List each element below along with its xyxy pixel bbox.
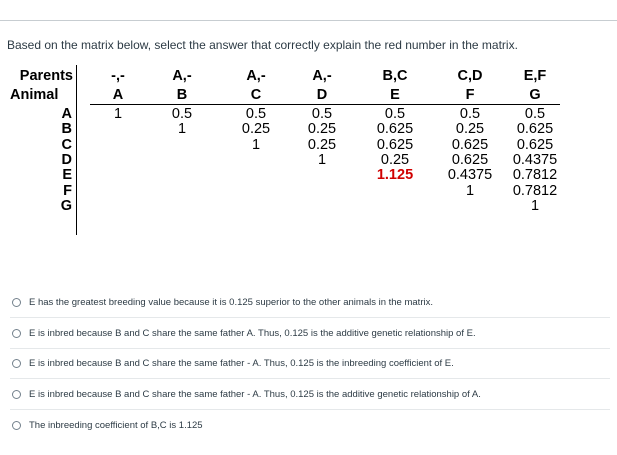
matrix-value: 0.5 <box>384 106 406 122</box>
column-animal-header: F <box>465 87 475 103</box>
matrix-value: 0.625 <box>376 121 414 138</box>
matrix-value: 0.625 <box>451 151 489 168</box>
matrix-row-label: E <box>62 167 72 184</box>
matrix-value: 1 <box>177 121 187 138</box>
column-animal-header: E <box>390 87 400 103</box>
column-parents-header: C,D <box>457 68 483 84</box>
matrix-value: 1 <box>113 106 123 122</box>
matrix-value: 0.5 <box>311 106 333 122</box>
radio-button[interactable] <box>12 298 21 307</box>
top-divider <box>0 20 617 21</box>
matrix-value: 0.625 <box>376 136 414 153</box>
matrix-value: 0.5 <box>524 106 546 122</box>
matrix-value: 0.25 <box>307 121 337 138</box>
radio-button[interactable] <box>12 359 21 368</box>
question-text: Based on the matrix below, select the answer that correctly explain the red number in the matrix. <box>7 38 518 52</box>
column-animal-header: G <box>529 87 541 103</box>
matrix-value: 0.4375 <box>447 167 493 184</box>
matrix-vertical-rule <box>76 65 77 235</box>
matrix-value: 0.7812 <box>512 167 558 184</box>
matrix-row-label: F <box>63 182 72 199</box>
column-parents-header: E,F <box>523 68 547 84</box>
column-parents-header: A,- <box>172 68 192 84</box>
matrix-value: 0.7812 <box>512 182 558 199</box>
matrix-horizontal-rule <box>90 104 560 105</box>
matrix-value: 1 <box>317 151 327 168</box>
radio-button[interactable] <box>12 421 21 430</box>
matrix-row-label: G <box>60 197 72 214</box>
column-parents-header: -,- <box>111 68 125 84</box>
column-parents-header: A,- <box>312 68 332 84</box>
column-parents-header: A,- <box>246 68 266 84</box>
radio-button[interactable] <box>12 390 21 399</box>
matrix-value: 0.5 <box>171 106 193 122</box>
matrix-row-label: D <box>61 151 72 168</box>
answer-option-5[interactable] <box>10 410 610 440</box>
answer-option-2[interactable] <box>10 318 610 348</box>
matrix-row-label: C <box>61 136 72 153</box>
answer-option-label: E is inbred because B and C share the same father - A. Thus, 0.125 is the additive genetic relationship of A. <box>29 388 481 400</box>
matrix-value: 0.625 <box>516 136 554 153</box>
answer-option-label: E is inbred because B and C share the same father - A. Thus, 0.125 is the inbreeding coefficient of E. <box>29 357 454 369</box>
matrix-value: 0.25 <box>380 151 410 168</box>
matrix-row-label: B <box>61 121 72 138</box>
matrix-value: 1 <box>251 136 261 153</box>
column-animal-header: B <box>176 87 188 103</box>
matrix-value: 0.5 <box>459 106 481 122</box>
answer-option-4[interactable] <box>10 379 610 409</box>
column-animal-header: D <box>316 87 328 103</box>
matrix-row-label: A <box>61 106 72 122</box>
matrix-value: 1 <box>465 182 475 199</box>
answer-option-1[interactable] <box>10 287 610 317</box>
column-animal-header: C <box>250 87 262 103</box>
matrix-value: 0.25 <box>455 121 485 138</box>
column-animal-header: A <box>112 87 124 103</box>
corner-parents-label: Parents <box>19 68 73 84</box>
matrix-value: 0.25 <box>241 121 271 138</box>
column-parents-header: B,C <box>382 68 408 84</box>
answer-option-label: The inbreeding coefficient of B,C is 1.125 <box>29 419 203 431</box>
matrix-value: 0.5 <box>245 106 267 122</box>
corner-animal-label: Animal <box>10 87 59 103</box>
matrix-value: 1 <box>530 197 540 214</box>
radio-button[interactable] <box>12 329 21 338</box>
matrix-value: 0.625 <box>451 136 489 153</box>
highlighted-value: 1.125 <box>376 167 414 184</box>
matrix-value: 0.4375 <box>512 151 558 168</box>
relationship-matrix <box>0 65 617 245</box>
answer-option-label: E is inbred because B and C share the same father A. Thus, 0.125 is the additive genetic relationship of E. <box>29 327 476 339</box>
answer-option-label: E has the greatest breeding value because it is 0.125 superior to the other animals in the matrix. <box>29 296 433 308</box>
answer-option-3[interactable] <box>10 348 610 378</box>
matrix-value: 0.25 <box>307 136 337 153</box>
matrix-value: 0.625 <box>516 121 554 138</box>
